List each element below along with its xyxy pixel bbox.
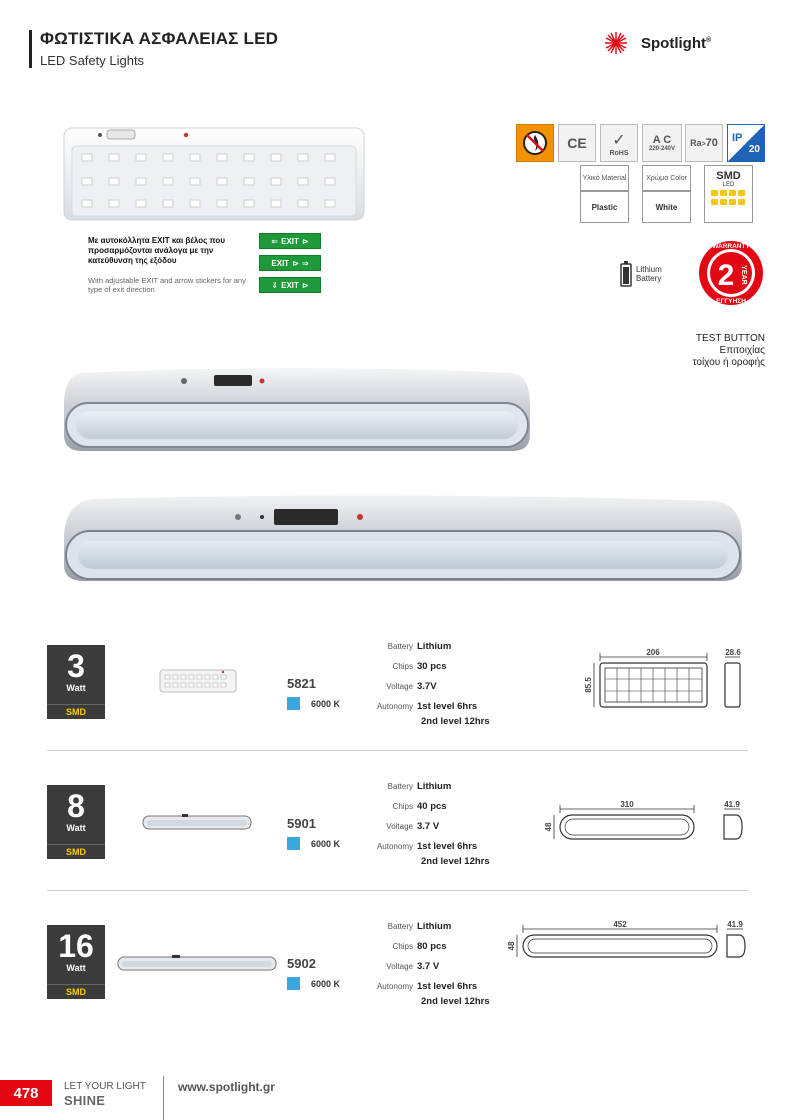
starburst-icon bbox=[596, 31, 636, 55]
footer-tagline-2: SHINE bbox=[64, 1093, 106, 1108]
rohs-icon: ✓ RoHS bbox=[600, 124, 638, 162]
autonomy-value-2: 2nd level 12hrs bbox=[421, 856, 490, 867]
color-temp-swatch bbox=[287, 697, 300, 710]
dim-height: 85.5 bbox=[584, 677, 593, 693]
product-thumbnail bbox=[142, 813, 252, 836]
watt-badge: 8 Watt SMD bbox=[47, 785, 105, 859]
chips-value: 80 pcs bbox=[417, 940, 447, 952]
spec-table: Battery Lithium Chips 80 pcs Voltage 3.7 V Autonomy 1st level 6hrs 2nd level 12hrs bbox=[347, 916, 577, 1010]
no-flame-icon bbox=[516, 124, 554, 162]
autonomy-value-2: 2nd level 12hrs bbox=[421, 996, 490, 1007]
header-accent-bar bbox=[29, 30, 32, 68]
watt-badge: 16 Watt SMD bbox=[47, 925, 105, 999]
warranty-badge bbox=[697, 239, 765, 312]
battery-icon bbox=[620, 261, 632, 287]
running-man-icon: ⊳ bbox=[301, 236, 309, 246]
dimension-drawing bbox=[582, 647, 752, 718]
product-image-panel bbox=[62, 124, 367, 224]
product-row-5821 bbox=[47, 640, 748, 765]
exit-info-english: With adjustable EXIT and arrow stickers for any type of exit direction bbox=[88, 276, 246, 294]
warranty-top: WARRANTY bbox=[712, 243, 750, 250]
spec-table: Battery Lithium Chips 40 pcs Voltage 3.7 V Autonomy 1st level 6hrs 2nd level 12hrs bbox=[347, 776, 577, 870]
exit-sign-left: ⇐ EXIT ⊳ bbox=[259, 233, 321, 249]
color-temp-swatch bbox=[287, 837, 300, 850]
color-value: White bbox=[642, 191, 691, 223]
dim-depth: 41.9 bbox=[724, 800, 740, 809]
led-chips-icon bbox=[709, 188, 749, 208]
footer-separator bbox=[163, 1076, 164, 1120]
spec-table: Battery Lithium Chips 30 pcs Voltage 3.7V Autonomy 1st level 6hrs 2nd level 12hrs bbox=[347, 636, 577, 730]
dim-depth: 28.6 bbox=[725, 648, 741, 657]
warranty-unit: YEAR bbox=[740, 265, 747, 285]
dim-width: 206 bbox=[646, 648, 660, 657]
voltage-value: 3.7 V bbox=[417, 960, 440, 972]
brand-name: Spotlight® bbox=[641, 34, 712, 52]
arrow-down-icon: ⇓ bbox=[271, 280, 279, 290]
dimension-drawing bbox=[542, 799, 748, 854]
row-divider bbox=[47, 890, 748, 891]
chips-value: 40 pcs bbox=[417, 800, 447, 812]
voltage-value: 3.7 V bbox=[417, 820, 440, 832]
footer-website-link[interactable]: www.spotlight.gr bbox=[178, 1080, 275, 1094]
color-temp-swatch bbox=[287, 977, 300, 990]
test-button-caption: TEST BUTTON Επιτοιχίας τοίχου ή οροφής bbox=[692, 333, 765, 368]
product-image-bar-long bbox=[62, 495, 744, 585]
dim-depth: 41.9 bbox=[727, 920, 743, 929]
battery-value: Lithium bbox=[417, 780, 452, 792]
exit-sign-right: EXIT ⊳ ⇒ bbox=[259, 255, 321, 271]
running-man-icon: ⊳ bbox=[301, 280, 309, 290]
dim-height: 48 bbox=[544, 822, 553, 832]
color-temperature: 6000 K bbox=[311, 839, 341, 849]
autonomy-value-1: 1st level 6hrs bbox=[417, 980, 478, 992]
voltage-value: 3.7V bbox=[417, 680, 437, 692]
autonomy-value-1: 1st level 6hrs bbox=[417, 840, 478, 852]
warranty-number: 2 bbox=[717, 259, 735, 292]
checkmark-icon: ✓ bbox=[612, 131, 626, 149]
page-title: ΦΩΤΙΣΤΙΚΑ ΑΣΦΑΛΕΙΑΣ LED bbox=[40, 29, 279, 48]
dimension-drawing bbox=[505, 919, 748, 974]
arrow-right-icon: ⇒ bbox=[301, 258, 309, 268]
exit-info-greek: Με αυτοκόλλητα EXIT και βέλος που προσαρμόζονται ανάλογα με την κατεύθυνση της εξόδου bbox=[88, 236, 225, 265]
row-divider bbox=[47, 750, 748, 751]
watt-badge: 3 Watt SMD bbox=[47, 645, 105, 719]
product-code: 5901 bbox=[287, 816, 316, 831]
product-code: 5821 bbox=[287, 676, 316, 691]
product-code: 5902 bbox=[287, 956, 316, 971]
warranty-bottom: ΕΓΓΥΗΣΗ bbox=[716, 298, 746, 305]
smd-led-box: SMD LED bbox=[704, 165, 753, 223]
material-value: Plastic bbox=[580, 191, 629, 223]
color-temperature: 6000 K bbox=[311, 699, 341, 709]
ce-mark-icon: CE bbox=[558, 124, 596, 162]
product-thumbnail bbox=[159, 669, 237, 698]
exit-sign-down: ⇓ EXIT ⊳ bbox=[259, 277, 321, 293]
voltage-icon: A C 220-240V bbox=[642, 124, 682, 162]
brand-logo bbox=[596, 31, 711, 55]
footer-tagline-1: LET YOUR LIGHT bbox=[64, 1081, 146, 1092]
running-man-icon: ⊳ bbox=[292, 258, 299, 268]
material-label: Υλικό Material bbox=[580, 165, 629, 191]
dim-width: 310 bbox=[620, 800, 634, 809]
color-temperature: 6000 K bbox=[311, 979, 341, 989]
product-row-5902 bbox=[47, 920, 748, 1045]
battery-value: Lithium bbox=[417, 920, 452, 932]
autonomy-value-2: 2nd level 12hrs bbox=[421, 716, 490, 727]
dim-width: 452 bbox=[613, 920, 627, 929]
dim-height: 48 bbox=[507, 941, 516, 951]
autonomy-value-1: 1st level 6hrs bbox=[417, 700, 478, 712]
product-row-5901 bbox=[47, 780, 748, 905]
chips-value: 30 pcs bbox=[417, 660, 447, 672]
page-subtitle: LED Safety Lights bbox=[40, 53, 145, 68]
color-label: Χρώμα Color bbox=[642, 165, 691, 191]
ip-rating-icon: IP 20 bbox=[727, 124, 765, 162]
arrow-left-icon: ⇐ bbox=[271, 236, 279, 246]
page-number: 478 bbox=[0, 1080, 52, 1106]
battery-value: Lithium bbox=[417, 640, 452, 652]
product-image-bar-medium bbox=[62, 365, 532, 455]
lithium-battery-badge: Lithium Battery bbox=[620, 261, 662, 287]
product-thumbnail bbox=[117, 954, 277, 977]
cri-icon: Ra>70 bbox=[685, 124, 723, 162]
